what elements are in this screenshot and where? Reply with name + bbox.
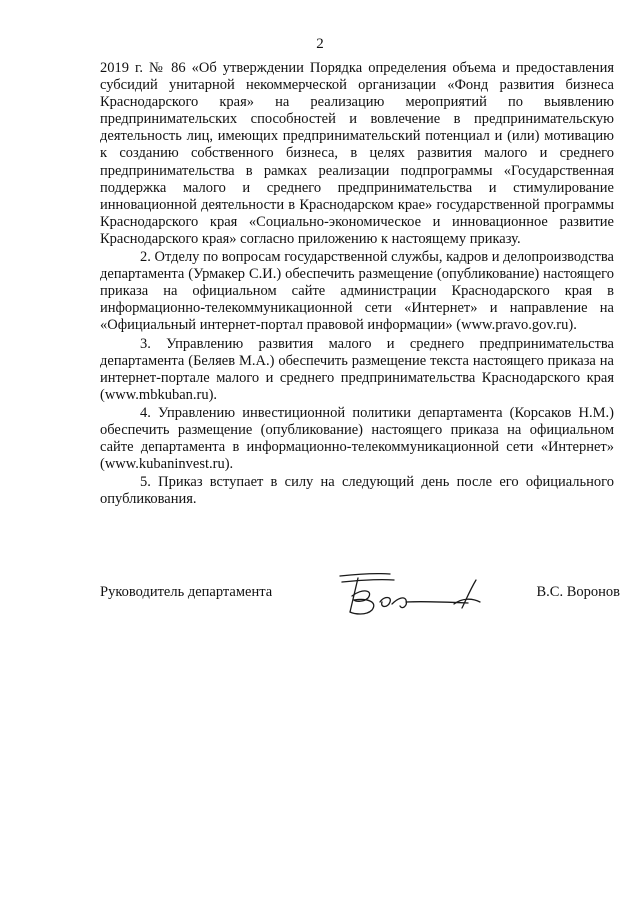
signature-block <box>100 568 620 628</box>
signatory-name: В.С. Воронов <box>536 584 620 600</box>
paragraph-item-5: 5. Приказ вступает в силу на следующий день после его официального опубликования. <box>100 474 614 508</box>
handwritten-signature <box>328 568 498 620</box>
paragraph-item-2: 2. Отделу по вопросам государственной службы, кадров и делопроизводства департамента (Урмакер С.И.) обеспечить размещение (опубликование) настоящего приказа на официальном сайте администрации Краснодарского края в информационно-телекоммуникационной сети «Интернет» и направление на «Официальный интернет-портал правовой информации» (www.pravo.gov.ru). <box>100 249 614 334</box>
signatory-title: Руководитель департамента <box>100 584 273 600</box>
paragraph-item-4: 4. Управлению инвестиционной политики департамента (Корсаков Н.М.) обеспечить размещение (опубликование) настоящего приказа на официальном сайте департамента в информационно-телекоммуникационной сети «Интернет» (www.kubaninvest.ru). <box>100 404 614 473</box>
page-number: 2 <box>316 36 324 52</box>
document-body <box>100 60 614 508</box>
paragraph-item-3: 3. Управлению развития малого и среднего предпринимательства департамента (Беляев М.А.) обеспечить размещение текста настоящего приказа на интернет-портале малого и среднего предпринимательства Краснодарского края (www.mbkuban.ru). <box>100 335 614 403</box>
paragraph-continuation: 2019 г. № 86 «Об утверждении Порядка определения объема и предоставления субсидий унитарной некоммерческой организации «Фонд развития бизнеса Краснодарского края» на реализацию мероприятий по выявлению предпринимательских способностей и вовлечение в предпринимательскую деятельность лиц, имеющих предпринимательский потенциал и (или) мотивацию к созданию собственного бизнеса, в целях развития малого и среднего предпринимательства в рамках реализации подпрограммы «Государственная поддержка малого и среднего предпринимательства и стимулирование инновационной деятельности в Краснодарском крае» государственной программы Краснодарского края «Социально-экономическое и инновационное развитие Краснодарского края» согласно приложению к настоящему приказу. <box>100 60 614 247</box>
